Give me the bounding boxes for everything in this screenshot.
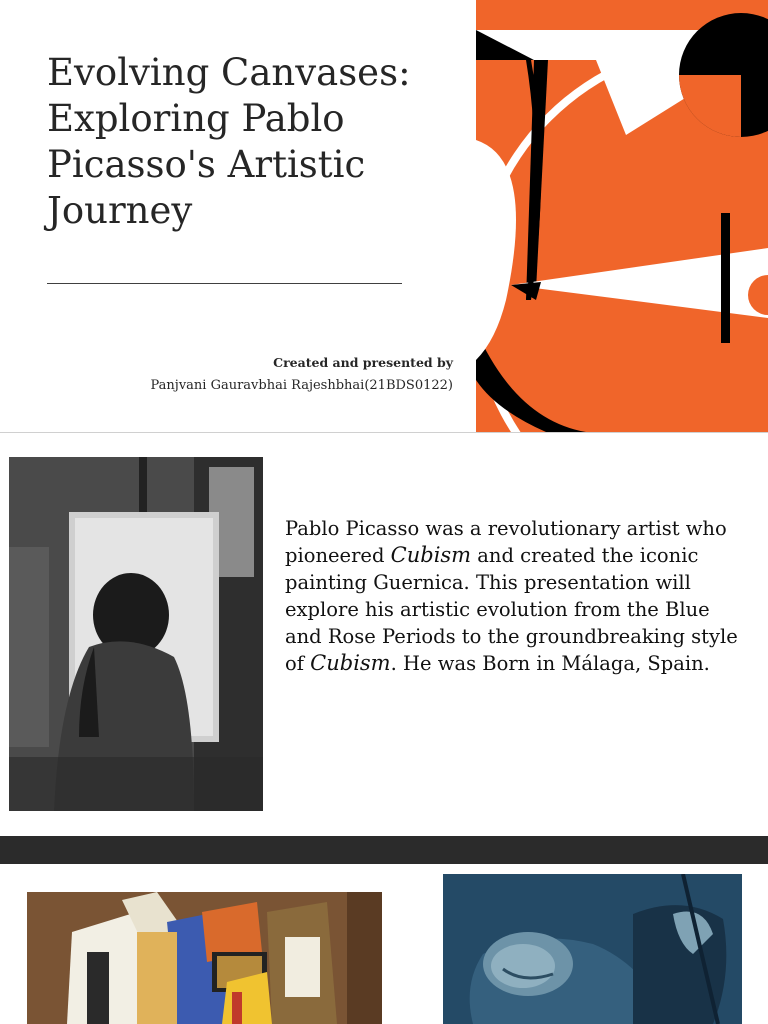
artworks-slide	[0, 864, 768, 1024]
intro-text-1: Pablo Picasso was a revolutionary artist who pioneered	[285, 517, 727, 567]
byline-label: Created and presented by	[273, 355, 453, 370]
title-underline	[47, 283, 402, 284]
artist-at-canvas-photo	[9, 457, 263, 811]
cubist-cover-artwork	[476, 0, 768, 432]
slide-separator-band	[0, 836, 768, 864]
slide-title: Evolving Canvases: Exploring Pablo Picasso's Artistic Journey	[47, 51, 411, 232]
three-musicians-painting	[27, 892, 382, 1024]
cubism-term: Cubism	[310, 651, 391, 675]
intro-paragraph	[285, 515, 745, 677]
title-slide	[0, 0, 768, 432]
intro-slide	[0, 433, 768, 836]
old-guitarist-painting	[443, 874, 742, 1024]
intro-text-3: . He was Born in Málaga, Spain.	[390, 652, 710, 675]
intro-text-2: and created the iconic painting Guernica. This presentation will explore his artistic evolution from the Blue and Rose Periods to the groundbreaking style of	[285, 544, 738, 675]
byline-name: Panjvani Gauravbhai Rajeshbhai(21BDS0122)	[150, 378, 453, 393]
cubism-term: Cubism	[390, 543, 472, 567]
